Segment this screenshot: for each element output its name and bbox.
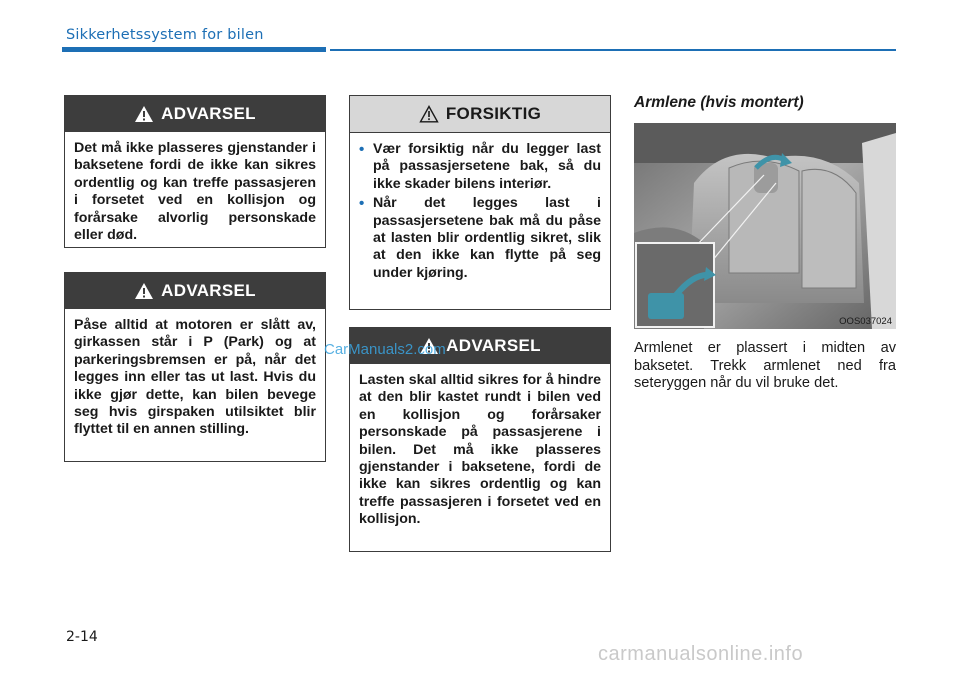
forsiktig-item-text: Når det legges last i passasjersetene bak må du påse at lasten blir ordentlig sikret, slik at den ikke kan flytte på seg under kjøring.: [373, 195, 601, 281]
advarsel-box-3: [349, 327, 611, 552]
watermark-bottom: carmanualsonline.info: [598, 643, 804, 665]
page-number: 2-14: [66, 629, 98, 645]
advarsel-box-2-text: Påse alltid at motoren er slått av, girkassen står i P (Park) og at parkeringsbremsen er på, når det legges inn eller tas ut last. Hvis du ikke gjør dette, kan bilen bevege seg hvis girspaken utilsiktet blir flyttet til en annen stilling.: [74, 317, 316, 438]
forsiktig-item-text: Vær forsiktig når du legger last på passasjersetene bak, så du ikke skader bilens interiør.: [373, 141, 601, 192]
armrest-photo: [634, 123, 896, 329]
advarsel-box-3-title: ADVARSEL: [446, 336, 541, 355]
forsiktig-box-header: [350, 96, 610, 133]
image-code: OOS037024: [839, 316, 892, 327]
bullet-icon: •: [359, 195, 365, 213]
advarsel-box-2-title: ADVARSEL: [161, 281, 256, 300]
advarsel-box-1-header: [65, 96, 325, 132]
forsiktig-item: [359, 195, 601, 282]
forsiktig-box: [349, 95, 611, 310]
advarsel-box-3-text: Lasten skal alltid sikres for å hindre at den blir kastet rundt i bilen ved en kollisjon og forårsaker personskade på passasjerene i bilen. Det må ikke plasseres gjenstander i baksetene, fordi de ikke kan sikres ordentlig og kan treffe passasjeren i forsetet ved en kollisjon.: [359, 372, 601, 528]
forsiktig-box-title: FORSIKTIG: [445, 104, 542, 123]
forsiktig-item: [359, 141, 601, 193]
caution-triangle-icon: [419, 105, 439, 123]
advarsel-box-1-title: ADVARSEL: [161, 104, 256, 123]
armrest-heading: Armlene (hvis montert): [634, 94, 804, 111]
header-rule-thin: [330, 49, 896, 51]
advarsel-box-1-text: Det må ikke plasseres gjenstander i baksetene fordi de ikke kan sikres ordentlig og kan treffe passasjeren i forsetet ved en kollisjon og forårsake alvorlig personskade eller død.: [74, 140, 316, 244]
warning-triangle-icon: [134, 105, 154, 123]
advarsel-box-1: [64, 95, 326, 248]
advarsel-box-2-header: [65, 273, 325, 309]
warning-triangle-icon: [134, 282, 154, 300]
watermark-overlay: CarManuals2.com: [324, 341, 446, 358]
forsiktig-list: [359, 141, 601, 282]
rear-seat-illustration: [634, 123, 896, 329]
armrest-description: Armlenet er plassert i midten av baksetet. Trekk armlenet ned fra seteryggen når du vil bruke det.: [634, 340, 896, 392]
bullet-icon: •: [359, 141, 365, 158]
section-title: Sikkerhetssystem for bilen: [66, 27, 264, 43]
header-rule-thick: [62, 47, 326, 52]
advarsel-box-2: [64, 272, 326, 462]
